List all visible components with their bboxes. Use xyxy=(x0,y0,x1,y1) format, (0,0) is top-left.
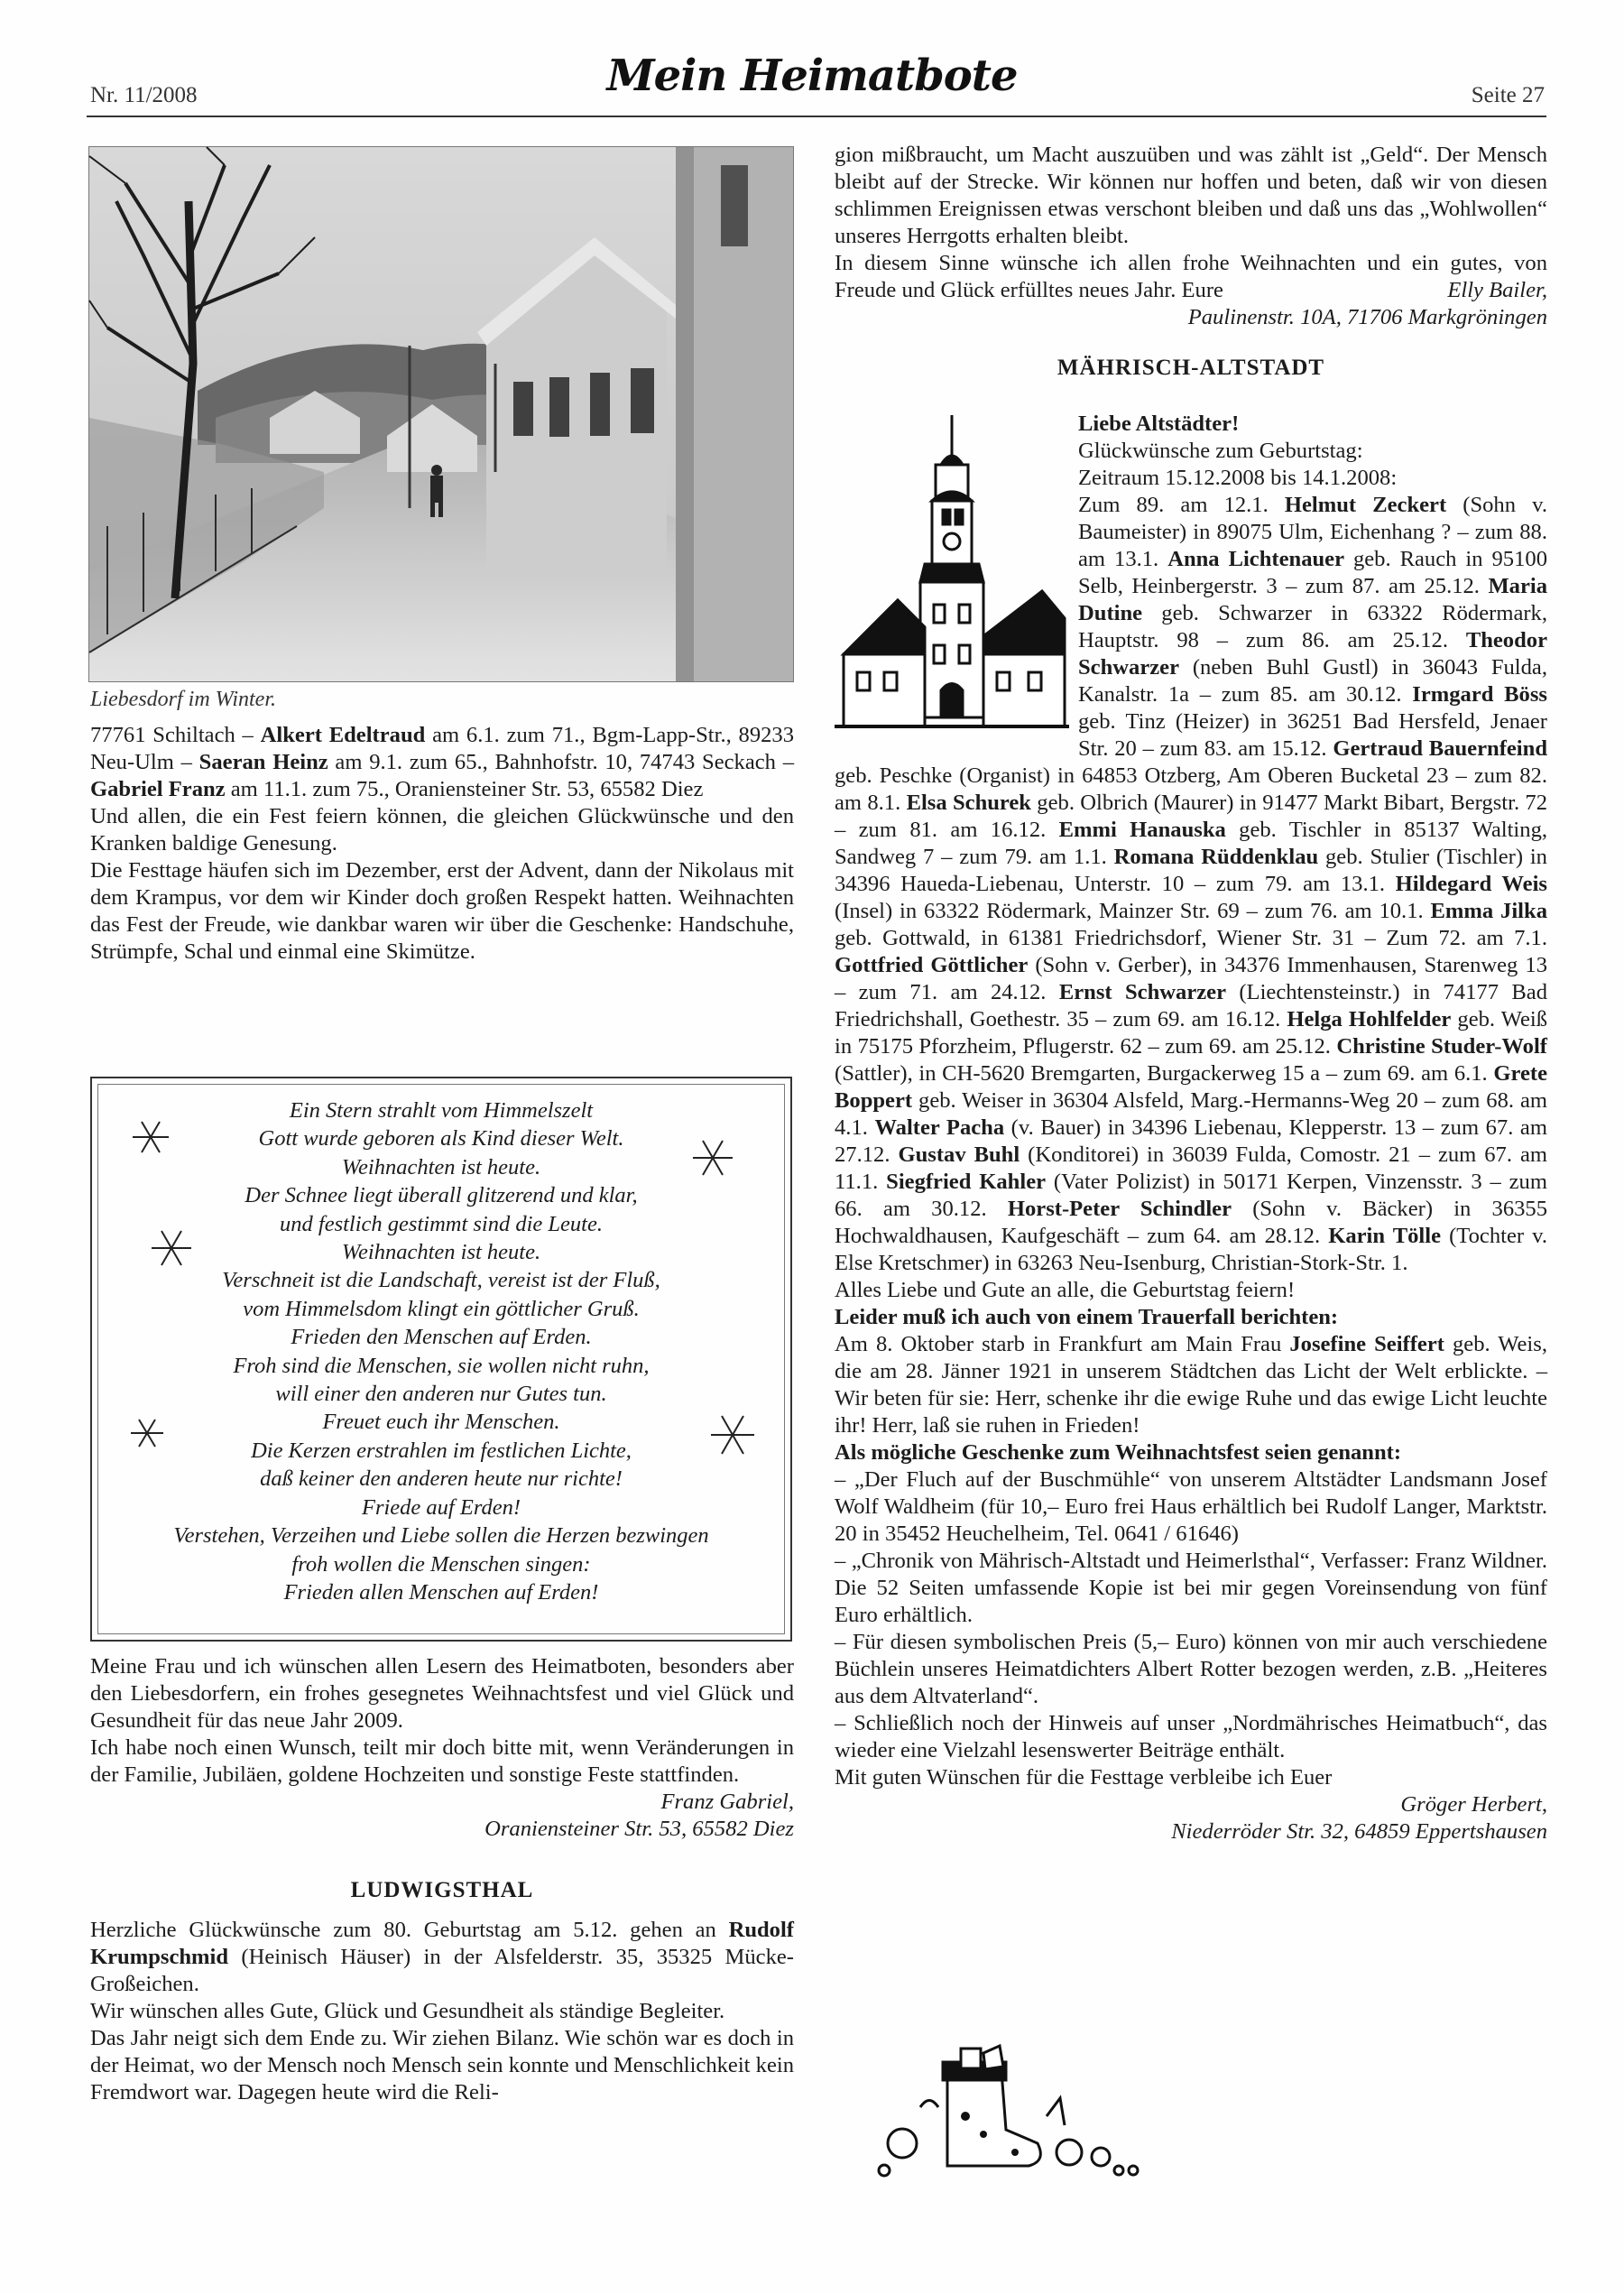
poem-line: Freuet euch ihr Menschen. xyxy=(322,1410,560,1435)
maehrisch-birthdays xyxy=(835,492,1547,1845)
snowflake-icon xyxy=(128,1115,173,1160)
poem-line: Frieden den Menschen auf Erden. xyxy=(291,1325,592,1350)
ludwigsthal-wishes: Wir wünschen alles Gute, Glück und Gesundheit als ständige Begleiter. xyxy=(90,1999,725,2023)
christmas-boot-illustration xyxy=(848,2044,1146,2184)
christmas-poem-box xyxy=(90,1077,792,1642)
closing-line: Mit guten Wünschen für die Festtage verbleibe ich Euer xyxy=(835,1765,1333,1790)
header-rule xyxy=(87,116,1546,117)
trauer-heading: Leider muß ich auch von einem Trauerfall berichten: xyxy=(835,1305,1339,1329)
issue-number: Nr. 11/2008 xyxy=(90,83,198,107)
masthead-blackletter-icon xyxy=(606,43,1018,106)
intro-line: Glückwünsche zum Geburtstag: xyxy=(1078,439,1363,463)
right-column-upper xyxy=(835,142,1547,382)
svg-text:Mein Heimatbote: Mein Heimatbote xyxy=(606,51,1018,101)
left-column-upper xyxy=(90,722,794,966)
poem-line: Gott wurde geboren als Kind dieser Welt. xyxy=(258,1126,624,1152)
ludwigsthal-heading: LUDWIGSTHAL xyxy=(350,1878,534,1902)
ludwigsthal-birthday: Herzliche Glückwünsche zum 80. Geburtstag am 5.12. gehen an Rudolf Krumpschmid (Heinisch Häuser) in der Alsfelderstr. 35, 35325 Mücke-Großeichen. xyxy=(90,1918,794,1996)
greeting: Liebe Altstädter! xyxy=(1078,412,1240,436)
signature-address: Niederröder Str. 32, 64859 Eppertshausen xyxy=(1171,1819,1547,1844)
gift-item-3: – Für diesen symbolischen Preis (5,– Euro) können von mir auch verschiedene Büchlein unseres Heimatdichters Albert Rotter bezogen werden, z.B. „Heiteres aus dem Altvaterland“. xyxy=(835,1630,1547,1708)
poem-line: Die Kerzen erstrahlen im festlichen Lichte, xyxy=(251,1438,632,1463)
birthday-list: Zum 89. am 12.1. Helmut Zeckert (Sohn v. Baumeister) in 89075 Ulm, Eichenhang ? – zum 88. am 13.1. Anna Lichtenauer geb. Rauch in 95100 Selb, Heinbergerstr. 3 – zum 87. am 25.12. Maria Dutine geb. Schwarzer in 63322 Rödermark, Hauptstr. 98 – zum 86. am 25.12. Theodor Schwarzer (neben Buhl Gustl) in 36043 Fulda, Kanalstr. 1a – zum 85. am 30.12. Irmgard Böss geb. Tinz (Heizer) in 36251 Bad Hersfeld, Jenaer Str. 20 – zum 83. am 15.12. Gertraud Bauernfeind geb. Peschke (Organist) in 64853 Otzberg, Am Oberen Bucketal 23 – zum 82. am 8.1. Elsa Schurek geb. Olbrich (Maurer) in 91477 Markt Bibart, Bergstr. 72 – zum 81. am 16.12. Emmi Hanauska geb. Tischler in 85137 Walting, Sandweg 7 – zum 79. am 1.1. Romana Rüddenklau geb. Stulier (Tischler) in 34396 Haueda-Liebenau, Unterstr. 10 – zum 79. am 13.1. Hildegard Weis (Insel) in 63322 Rödermark, Mainzer Str. 69 – zum 76. am 10.1. Emma Jilka geb. Gottwald, in 61381 Friedrichsdorf, Wiener Str. 31 – Zum 72. am 7.1. Gottfried Göttlicher (Sohn v. Gerber), in 34376 Immenhausen, Starenweg 13 – zum 71. am 24.12. Ernst Schwarzer (Liechtensteinstr.) in 74177 Bad Friedrichshall, Goethestr. 35 – zum 69. am 16.12. Helga Hohlfelder geb. Weiß in 75175 Pforzheim, Pflugerstr. 62 – zum 69. am 25.12. Christine Studer-Wolf (Sattler), in CH-5620 Bremgarten, Burgackerweg 15 a – zum 69. am 6.1. Grete Boppert geb. Weiser in 36304 Alsfeld, Marg.-Hermanns-Weg 20 – zum 68. am 4.1. Walter Pacha (v. Bauer) in 34396 Liebenau, Klepperstr. 13 – zum 67. am 27.12. Gustav Buhl (Konditorei) in 36039 Fulda, Comostr. 21 – zum 67. am 11.1. Siegfried Kahler (Vater Polizist) in 50171 Kerpen, Vinzensstr. 3 – zum 66. am 30.12. Horst-Peter Schindler (Sohn v. Bäcker) in 36355 Hochwaldhausen, Kaufgeschäft – zum 64. am 28.12. Karin Tölle (Tochter v. Else Kretschmer) in 63263 Neu-Isenburg, Christian-Stork-Str. 1. xyxy=(835,493,1548,1275)
poem-line: vom Himmelsdom klingt ein göttlicher Gruß. xyxy=(243,1296,640,1321)
poem-line: will einer den anderen nur Gutes tun. xyxy=(275,1382,607,1407)
gift-item-4: – Schließlich noch der Hinweis auf unser „Nordmährisches Heimatbuch“, das wieder eine Vielzahl lesenswerter Beiträge enthält. xyxy=(835,1711,1547,1762)
masthead-logo xyxy=(606,43,1018,117)
signature-address: Oraniensteiner Str. 53, 65582 Diez xyxy=(484,1817,794,1841)
poem-line: Friede auf Erden! xyxy=(362,1494,521,1520)
winter-village-photo xyxy=(88,146,794,682)
photo-caption: Liebesdorf im Winter. xyxy=(90,688,277,711)
festtage-paragraph: Die Festtage häufen sich im Dezember, erst der Advent, dann der Nikolaus mit dem Krampus, vor dem wir Kinder doch großen Respekt hatten. Weihnachten das Fest der Freude, wie dankbar waren wir über die Geschenke: Handschuhe, Strümpfe, Schal und einmal eine Skimütze. xyxy=(90,858,794,964)
birthday-closing: Alles Liebe und Gute an alle, die Geburtstag feiern! xyxy=(835,1278,1296,1302)
intro-period: Zeitraum 15.12.2008 bis 14.1.2008: xyxy=(1078,466,1398,490)
poem-line: daß keiner den anderen heute nur richte! xyxy=(260,1466,623,1492)
christmas-wish: In diesem Sinne wünsche ich allen frohe Weihnachten und ein gutes, von Freude und Glück erfülltes neues Jahr. Eure Elly Bailer, xyxy=(835,251,1547,302)
poem-line: Froh sind die Menschen, sie wollen nicht ruhn, xyxy=(233,1353,650,1378)
reflection-continued: gion mißbraucht, um Macht auszuüben und was zählt ist „Geld“. Der Mensch bleibt auf der Strecke. Wir können nur hoffen und beten, daß wir von diesen schlimmen Ereignissen etwas verschont bleiben und daß uns das „Wohlwollen“ unseres Herrgotts erhalten bleibt. xyxy=(835,143,1547,248)
wishes-readers-paragraph: Meine Frau und ich wünschen allen Lesern des Heimatboten, besonders aber den Liebesdorfern, ein frohes gesegnetes Weihnachtsfest und viel Glück und Gesundheit für das neue Jahr 2009. xyxy=(90,1654,794,1733)
maehrisch-heading: MÄHRISCH-ALTSTADT xyxy=(1057,356,1325,380)
snowflake-icon xyxy=(126,1412,168,1454)
wishes-paragraph: Und allen, die ein Fest feiern können, die gleichen Glückwünsche und den Kranken baldige Genesung. xyxy=(90,804,794,856)
snowflake-icon xyxy=(687,1133,738,1183)
poem-line: und festlich gestimmt sind die Leute. xyxy=(280,1211,603,1236)
signature-name: Gröger Herbert, xyxy=(1400,1792,1547,1817)
elly-address: Paulinenstr. 10A, 71706 Markgröningen xyxy=(1187,305,1547,329)
signature-name: Franz Gabriel, xyxy=(660,1790,794,1814)
christmas-boot-icon xyxy=(848,2044,1146,2179)
gift-heading: Als mögliche Geschenke zum Weihnachtsfest seien genannt: xyxy=(835,1440,1402,1465)
left-column-lower xyxy=(90,1653,794,2106)
request-paragraph: Ich habe noch einen Wunsch, teilt mir doch bitte mit, wenn Veränderungen in der Familie, Jubiläen, goldene Hochzeiten und sonstige Feste stattfinden. xyxy=(90,1735,794,1787)
trauer-paragraph: Am 8. Oktober starb in Frankfurt am Main Frau Josefine Seiffert geb. Weis, die am 28. Jänner 1921 in unserem Städtchen das Licht der Welt erblickte. – Wir beten für sie: Herr, schenke ihr die ewige Ruhe und das ewige Licht leuchte ihr! Herr, laß sie ruhen in Frieden! xyxy=(835,1332,1547,1438)
poem-line: Weihnachten ist heute. xyxy=(341,1154,541,1179)
poem-line: Frieden allen Menschen auf Erden! xyxy=(283,1579,599,1605)
church-float-spacer xyxy=(835,492,1078,754)
gift-item-1: – „Der Fluch auf der Buschmühle“ von unserem Altstädter Landsmann Josef Wolf Waldheim (für 10,– Euro frei Haus erhältlich bei Rudolf Langer, Marktstr. 20 in 35452 Heuchelheim, Tel. 0641 / 61646) xyxy=(835,1467,1547,1546)
birthday-paragraph: 77761 Schiltach – Alkert Edeltraud am 6.1. zum 71., Bgm-Lapp-Str., 89233 Neu-Ulm – Saeran Heinz am 9.1. zum 65., Bahnhofstr. 10, 74743 Seckach – Gabriel Franz am 11.1. zum 75., Oraniensteiner Str. 53, 65582 Diez xyxy=(90,723,795,801)
poem-line: Ein Stern strahlt vom Himmelszelt xyxy=(289,1098,594,1123)
ludwigsthal-reflection: Das Jahr neigt sich dem Ende zu. Wir ziehen Bilanz. Wie schön war es doch in der Heimat, wo der Mensch noch Mensch sein konnte und Menschlichkeit kein Fremdwort war. Dagegen heute wird die Reli- xyxy=(90,2026,794,2104)
snowflake-icon xyxy=(706,1408,760,1462)
poem-line: Weihnachten ist heute. xyxy=(341,1240,541,1265)
photo-village-winter xyxy=(89,147,793,681)
maehrisch-intro xyxy=(1078,411,1547,492)
poem-line: Der Schnee liegt überall glitzerend und klar, xyxy=(245,1183,638,1208)
poem-line: Verstehen, Verzeihen und Liebe sollen die Herzen bezwingen xyxy=(173,1523,709,1549)
snowflake-icon xyxy=(146,1223,197,1273)
poem-line: Verschneit ist die Landschaft, vereist ist der Fluß, xyxy=(222,1268,660,1293)
page-number: Seite 27 xyxy=(1471,83,1545,107)
poem-line: froh wollen die Menschen singen: xyxy=(291,1551,591,1577)
gift-item-2: – „Chronik von Mährisch-Altstadt und Heimerlsthal“, Verfasser: Franz Wildner. Die 52 Seiten umfassende Kopie ist bei mir gegen Voreinsendung von fünf Euro erhältlich. xyxy=(835,1549,1547,1627)
christmas-poem xyxy=(92,1096,790,1606)
